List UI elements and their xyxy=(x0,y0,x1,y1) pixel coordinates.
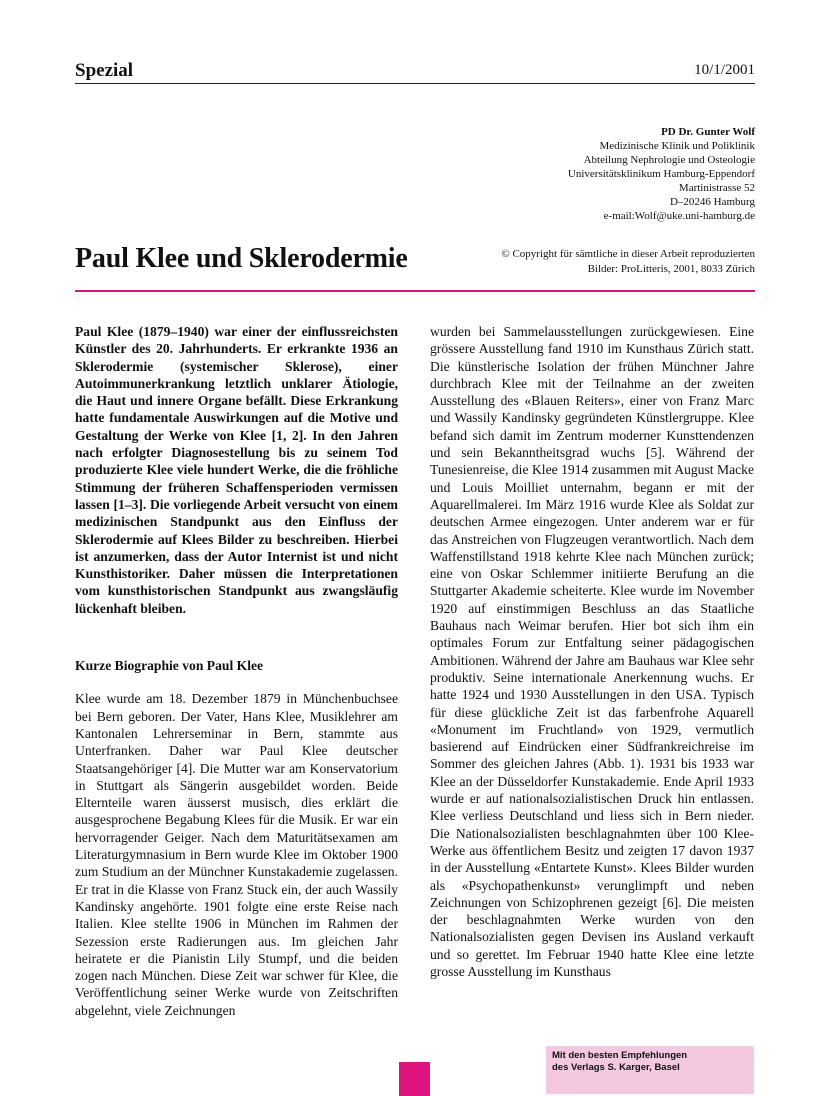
article-title: Paul Klee und Sklerodermie xyxy=(75,243,408,274)
author-affiliation xyxy=(435,125,755,223)
page-marker xyxy=(399,1062,430,1096)
title-divider xyxy=(75,290,755,292)
body-text: wurden bei Sammelausstellungen zurückgewiesen. Eine grössere Ausstellung fand 1910 im Kunsthaus Zürich statt. Die künstlerische Isolation der frühen Münchner Jahre durchbrach Klee mit der Teilnahme an der zweiten Ausstellung des «Blauen Reiters», einer von Franz Marc und Wassily Kandinsky gegründeten Künstlergruppe. Klee befand sich damit im Zentrum moderner Kunsttendenzen und sein Bekanntheitsgrad wuchs [5]. Während der Tunesienreise, die Klee 1914 zusammen mit August Macke und Louis Moilliet unternahm, begann er mit der Aquarellmalerei. Im März 1916 wurde Klee als Soldat zur deutschen Armee eingezogen. Unter anderem war er für das Anstreichen von Flugzeugen verantwortlich. Nach dem Waffenstillstand 1918 kehrte Klee nach München zurück; eine von Oskar Schlemmer initiierte Berufung an die Stuttgarter Akademie scheiterte. Klee wurde im November 1920 auf einstimmigen Beschluss an das Staatliche Bauhaus nach Weimar berufen. Hier bot sich ihm ein optimales Forum zur Entfaltung seiner pädagogischen Ambitionen. Während der Jahre am Bauhaus war Klee sehr produktiv. Seine internationale Anerkennung wuchs. Er hatte 1924 und 1930 Ausstellungen in den USA. Typisch für diese glückliche Zeit ist das farbenfrohe Aquarell «Monument im Fruchtland» von 1929, vermutlich basierend auf Eindrücken einer Südfrankreichreise im Sommer des gleichen Jahres (Abb. 1). 1931 bis 1933 war Klee an der Düsseldorfer Kunstakademie. Ende April 1933 wurde er auf nationalsozialistischen Druck hin entlassen. Klee verliess Deutschland und liess sich in Bern nieder. Die Nationalsozialisten beschlagnahmten über 100 Klee-Werke aus öffentlichem Besitz und zeigten 17 davon 1937 in der Ausstellung «Entartete Kunst». Klees Bilder wurden als «Psychopathenkunst» verunglimpft und neben Zeichnungen von Schizophrenen gezeigt [6]. Die meisten der beschlagnahmten Werke wurden von den Nationalsozialisten gegen Devisen ins Ausland verkauft und so gerettet. Im Februar 1940 hatte Klee eine letzte grosse Ausstellung im Kunsthaus xyxy=(430,324,754,979)
body-text: Klee wurde am 18. Dezember 1879 in Münchenbuchsee bei Bern geboren. Der Vater, Hans Klee, Musiklehrer am Kantonalen Lehrerseminar in Bern, stammte aus Unterfranken. Daher war Paul Klee deutscher Staatsangehöriger [4]. Die Mutter war am Konservatorium in Stuttgart als Sängerin ausgebildet worden. Beide Elternteile waren äusserst musisch, dies erklärt die ausgesprochene Begabung Klees für die Musik. Er war ein hervorragender Geiger. Nach dem Maturitätsexamen am Literaturgymnasium in Bern wurde Klee im Oktober 1900 zum Studium an der Münchner Kunstakademie zugelassen. Er trat in die Klasse von Franz Stuck ein, der auch Wassily Kandinsky angehörte. 1901 folgte eine erste Reise nach Italien. Klee stellte 1906 in München im Rahmen der Sezession erste Radierungen aus. Im gleichen Jahr heiratete er die Pianistin Lily Stumpf, und die beiden zogen nach München. Diese Zeit war schwer für Klee, die Veröffentlichung seiner Werke wurde von Zeitschriften abgelehnt, viele Zeichnungen xyxy=(75,691,398,1018)
affiliation-line: Abteilung Nephrologie und Osteologie xyxy=(583,154,755,166)
author-name: PD Dr. Gunter Wolf xyxy=(661,126,755,138)
issue-date: 10/1/2001 xyxy=(694,62,755,78)
publisher-line: des Verlags S. Karger, Basel xyxy=(552,1062,680,1073)
affiliation-line: D–20246 Hamburg xyxy=(669,196,755,208)
affiliation-line: Universitätsklinikum Hamburg-Eppendorf xyxy=(567,168,755,180)
copyright-note: © Copyright für sämtliche in dieser Arbeit reproduzierten Bilder: ProLitteris, 2001, 8033 Zürich xyxy=(501,248,755,275)
affiliation-line: Medizinische Klinik und Poliklinik xyxy=(599,140,755,152)
affiliation-line: Martinistrasse 52 xyxy=(678,182,755,194)
publisher-compliments xyxy=(546,1046,754,1094)
compliments-line: Mit den besten Empfehlungen xyxy=(552,1050,688,1061)
author-email: e-mail:Wolf@uke.uni-hamburg.de xyxy=(603,210,755,222)
section-heading: Kurze Biographie von Paul Klee xyxy=(75,658,264,674)
header-divider xyxy=(75,83,755,84)
right-column xyxy=(430,323,754,980)
abstract: Paul Klee (1879–1940) war einer der einflussreichsten Künstler des 20. Jahrhunderts. Er erkrankte 1936 an Sklerodermie (systemischer Sklerose), einer Autoimmunerkrankung letztlich unklarer Ätiologie, die Haut und innere Organe befällt. Diese Erkrankung hatte fundamentale Auswirkungen auf die Motive und Gestaltung der Werke von Klee [1, 2]. In den Jahren nach erfolgter Diagnosestellung bis zu seinem Tod produzierte Klee viele hundert Werke, die die fröhliche Stimmung der früheren Schaffensperioden vermissen lassen [1–3]. Die vorliegende Arbeit versucht von einem medizinischen Standpunkt aus den Einfluss der Sklerodermie auf Klees Bilder zu beschreiben. Hierbei ist anzumerken, dass der Autor Internist ist und nicht Kunsthistoriker. Daher müssen die Interpretationen vom kunsthistorischen Standpunkt aus zwangsläufig lückenhaft bleiben. xyxy=(75,324,398,616)
left-column xyxy=(75,323,398,1019)
section-label: Spezial xyxy=(75,60,134,81)
